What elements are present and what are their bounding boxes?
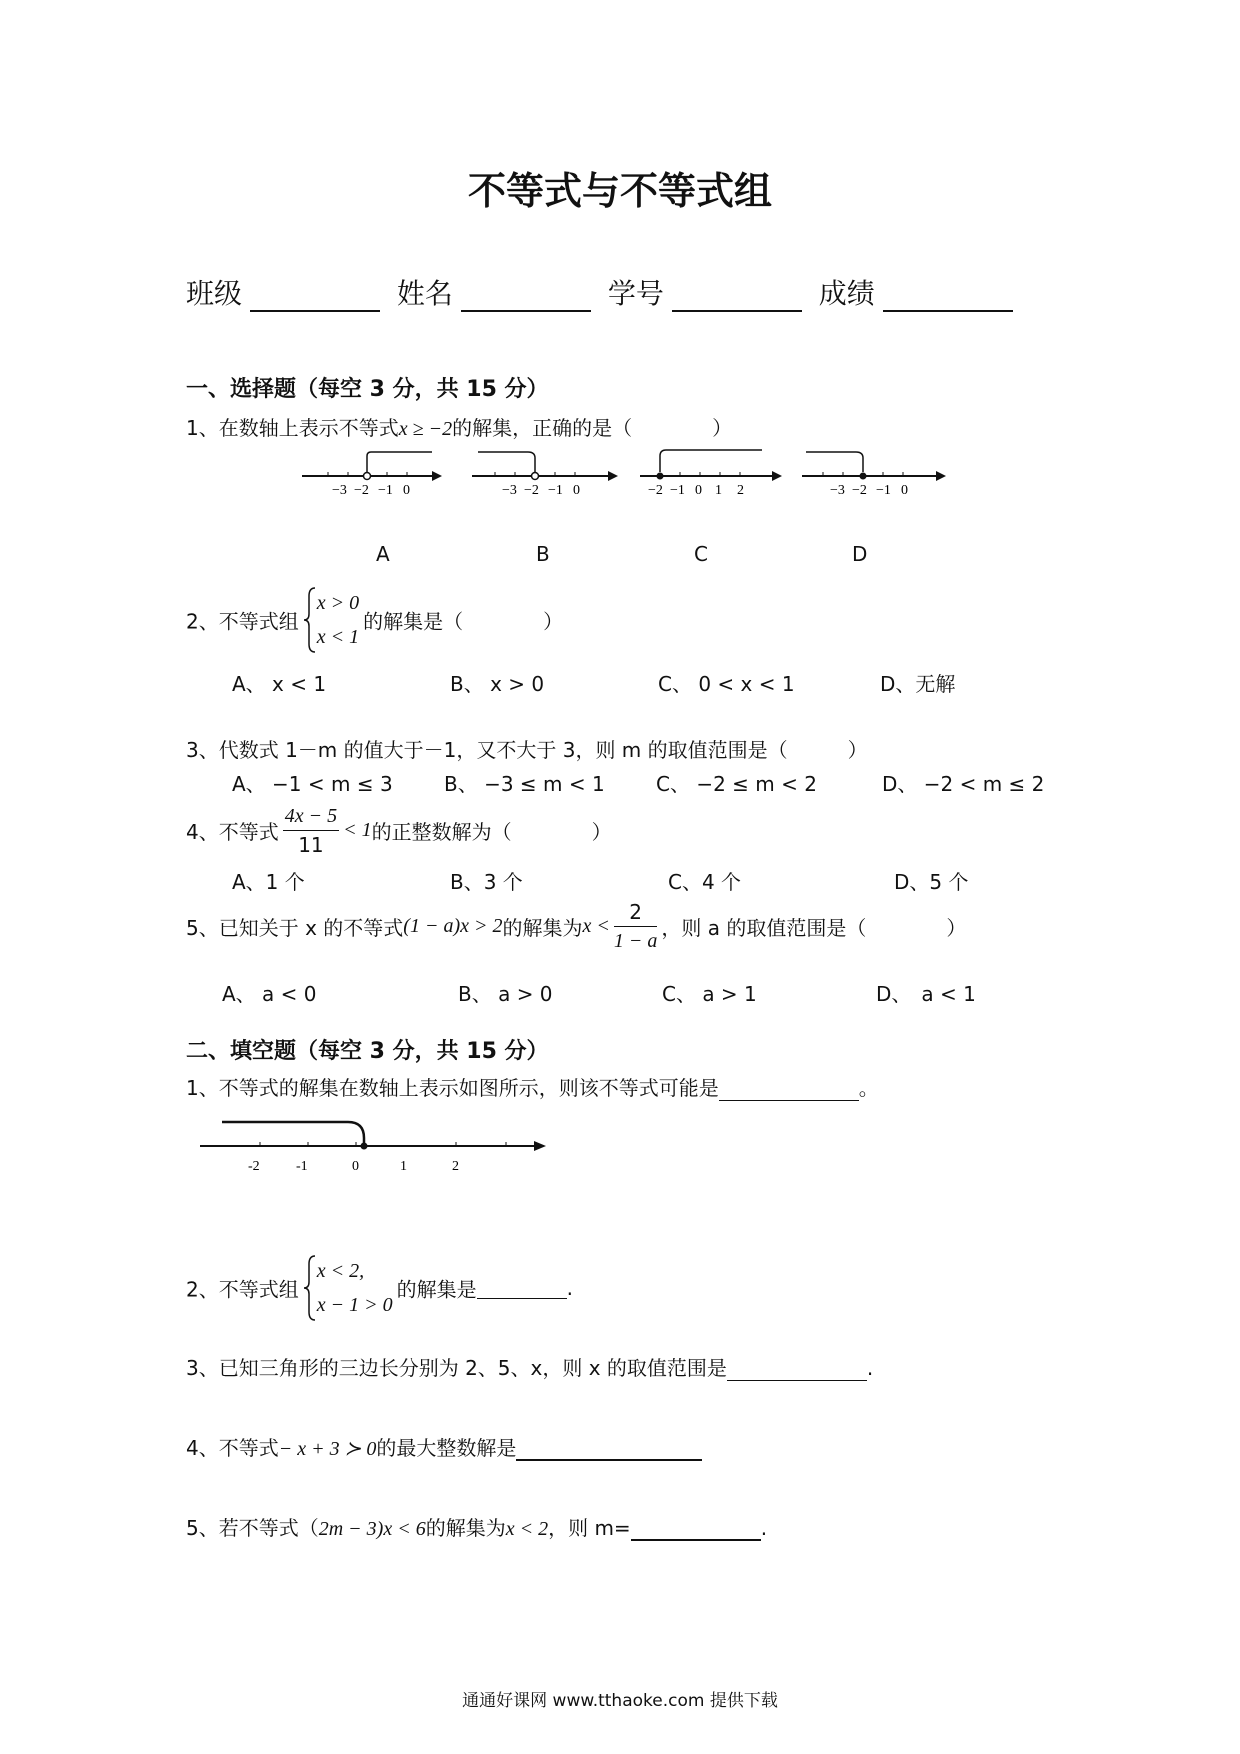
s1-q1-option-b[interactable]: B [536, 542, 550, 566]
s1-q3-option-c[interactable]: C、 −2 ≤ m < 2 [656, 772, 817, 796]
svg-text:0: 0 [695, 483, 702, 498]
s1-q3-option-b[interactable]: B、 −3 ≤ m < 1 [444, 772, 605, 796]
s2-q2: 2、不等式组 x < 2, x − 1 > 0 的解集是 . [186, 1254, 573, 1322]
class-blank[interactable] [250, 284, 380, 312]
page-footer: 通通好课网 www.tthaoke.com 提供下载 [462, 1691, 778, 1711]
number-line-c [640, 450, 782, 498]
s1-q1-option-c[interactable]: C [694, 542, 708, 566]
tick-label: -1 [296, 1159, 308, 1174]
svg-text:−3: −3 [502, 483, 517, 498]
name-label: 姓名 [396, 277, 453, 310]
s1-q5-option-b[interactable]: B、 a > 0 [458, 982, 553, 1006]
svg-text:−3: −3 [332, 483, 347, 498]
svg-text:0: 0 [403, 483, 410, 498]
svg-text:−2: −2 [648, 483, 663, 498]
s1-q5-option-c[interactable]: C、 a > 1 [662, 982, 757, 1006]
s1-q4-option-b[interactable]: B、3 个 [450, 870, 523, 894]
s1-q2-option-b[interactable]: B、 x > 0 [450, 672, 545, 696]
s2-q5: 5、若不等式（2m − 3)x < 6的解集为x < 2，则 m= . [186, 1516, 768, 1540]
s1-q4: 4、不等式 $\frac{4x - 5}{11}$ < 1的正整数解为（ ） [186, 802, 612, 859]
s1-q2: 2、不等式组 x > 0 x < 1 的解集是（ ） [186, 586, 563, 654]
s1-q5-option-a[interactable]: A、 a < 0 [222, 982, 317, 1006]
number-line-b [472, 452, 618, 498]
s1-q2-option-c[interactable]: C、 0 < x < 1 [658, 672, 795, 696]
s1-q4-option-a[interactable]: A、1 个 [232, 870, 305, 894]
s1-q1: 1、在数轴上表示不等式x ≥ −2的解集，正确的是（ ） [186, 416, 733, 440]
s1-q4-fraction: $\frac{4x - 5}{11}$ [283, 802, 339, 859]
score-label: 成绩 [818, 277, 875, 310]
s1-q2-option-d[interactable]: D、无解 [880, 672, 956, 696]
s1-q2-option-a[interactable]: A、 x < 1 [232, 672, 327, 696]
s1-q4-option-c[interactable]: C、4 个 [668, 870, 742, 894]
s1-q3-option-d[interactable]: D、 −2 < m ≤ 2 [882, 772, 1045, 796]
s1-q5-fraction: $\frac{2}{1 - a}$ [613, 900, 658, 952]
s2-q3: 3、已知三角形的三边长分别为 2、5、x，则 x 的取值范围是 . [186, 1356, 874, 1380]
svg-text:−2: −2 [354, 483, 369, 498]
s1-q5-option-d[interactable]: D、 a < 1 [876, 982, 976, 1006]
s2-q1-number-line [196, 1106, 556, 1180]
tick-label: 2 [452, 1159, 459, 1174]
s1-q4-option-d[interactable]: D、5 个 [894, 870, 969, 894]
s1-q3-option-a[interactable]: A、 −1 < m ≤ 3 [232, 772, 393, 796]
section2-heading: 二、填空题（每空 3 分，共 15 分） [186, 1039, 549, 1064]
svg-text:0: 0 [573, 483, 580, 498]
s1-q2-system: x > 0 x < 1 [303, 586, 359, 654]
number-line-a [302, 452, 442, 498]
s2-q1: 1、不等式的解集在数轴上表示如图所示，则该不等式可能是 。 [186, 1076, 879, 1100]
tick-label: 1 [400, 1159, 407, 1174]
tick-label: -2 [248, 1159, 260, 1174]
tick-label: 0 [352, 1159, 359, 1174]
section1-heading: 一、选择题（每空 3 分，共 15 分） [186, 377, 549, 402]
svg-text:−2: −2 [524, 483, 539, 498]
svg-text:0: 0 [901, 483, 908, 498]
s2-q1-answer-blank[interactable] [719, 1080, 859, 1101]
s1-q5: 5、已知关于 x 的不等式(1 − a)x > 2的解集为x < $\frac{2}{1 - a}$ ，则 a 的取值范围是（ ） [186, 898, 966, 955]
svg-text:−1: −1 [378, 483, 393, 498]
s1-q1-option-a[interactable]: A [376, 542, 390, 566]
svg-text:1: 1 [715, 483, 722, 498]
s1-q1-number-lines [290, 440, 970, 510]
svg-text:−1: −1 [876, 483, 891, 498]
s1-q3: 3、代数式 1－m 的值大于－1，又不大于 3，则 m 的取值范围是（ ） [186, 738, 868, 762]
name-blank[interactable] [461, 284, 591, 312]
id-blank[interactable] [672, 284, 802, 312]
student-info-row [186, 272, 1021, 312]
page-title: 不等式与不等式组 [467, 169, 772, 213]
s2-q2-answer-blank[interactable] [477, 1278, 567, 1299]
svg-text:−2: −2 [852, 483, 867, 498]
brace-icon [303, 586, 317, 654]
svg-text:−1: −1 [670, 483, 685, 498]
svg-text:2: 2 [737, 483, 744, 498]
s2-q3-answer-blank[interactable] [727, 1360, 867, 1381]
s1-q1-option-d[interactable]: D [852, 542, 868, 566]
brace-icon [303, 1254, 317, 1322]
svg-text:−3: −3 [830, 483, 845, 498]
svg-text:−1: −1 [548, 483, 563, 498]
score-blank[interactable] [883, 284, 1013, 312]
s2-q4-answer-blank[interactable] [516, 1439, 702, 1461]
class-label: 班级 [186, 277, 243, 310]
s2-q4: 4、不等式− x + 3 ≻ 0的最大整数解是 [186, 1432, 702, 1461]
s2-q5-answer-blank[interactable] [631, 1519, 761, 1541]
s2-q2-system: x < 2, x − 1 > 0 [303, 1254, 393, 1322]
id-label: 学号 [607, 277, 664, 310]
number-line-d [802, 452, 946, 498]
